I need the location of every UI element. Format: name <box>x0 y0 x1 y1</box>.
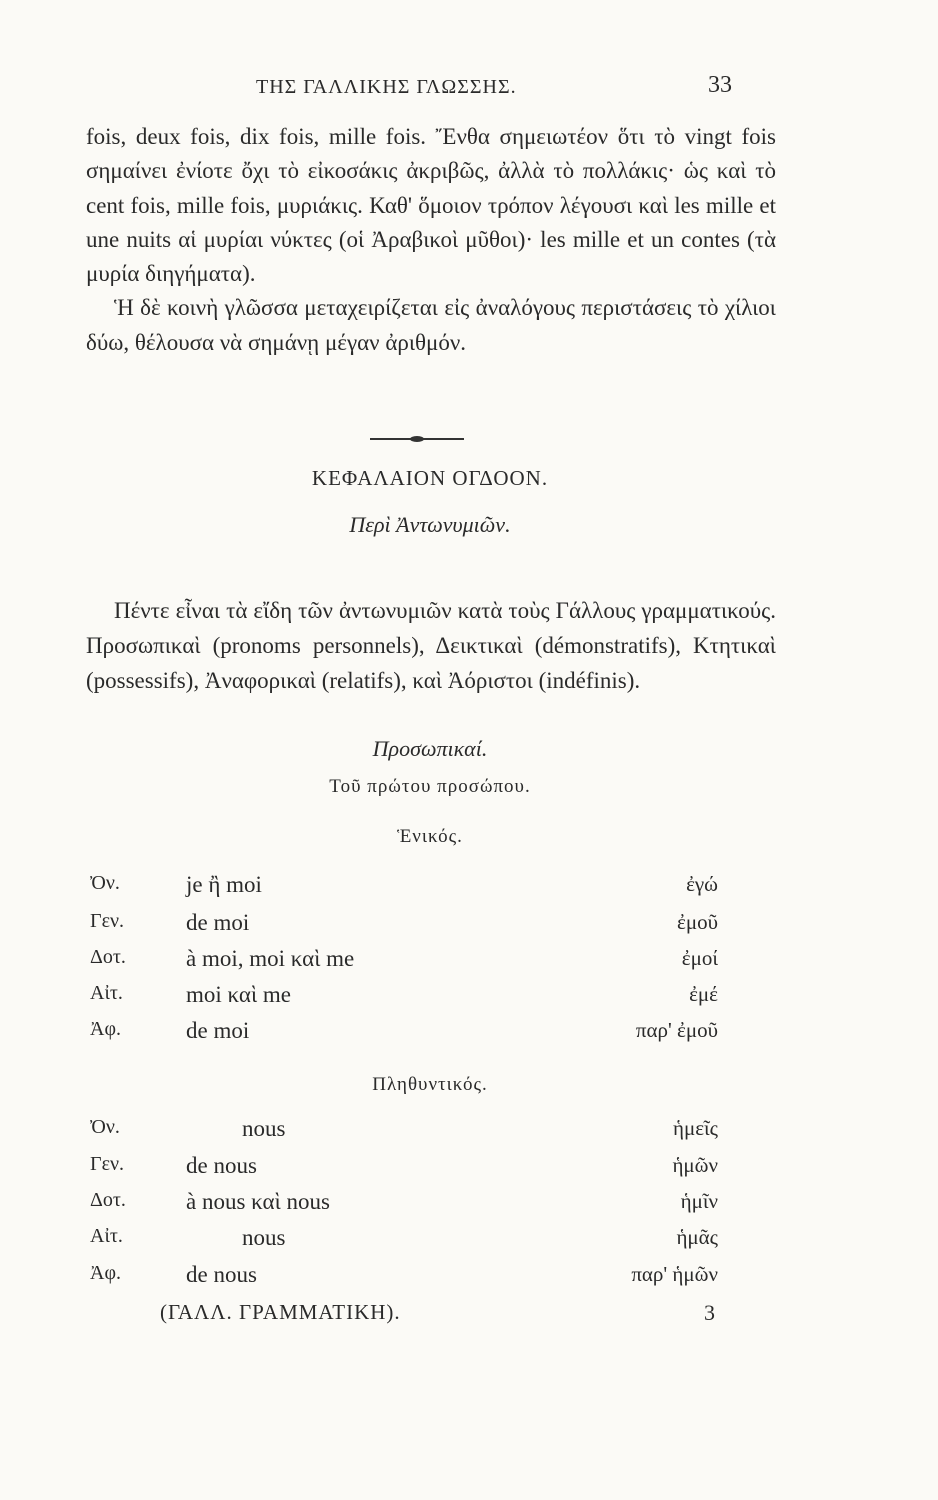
greek-form: παρ' ἐμοῦ <box>635 1018 718 1042</box>
intro-paragraph: fois, deux fois, dix fois, mille fois. Ἔνθα σημειωτέον ὅτι τὸ vingt fois σημαίνει ἐνίοτε ὄχι τὸ εἰκοσάκις ἀκριβῶς, ἀλλὰ τὸ πολλάκις· ὡς καὶ τὸ cent fois, mille fois, μυριάκις. Καθ' ὅμοιον τρόπον λέγουσι καὶ les mille et une nuits αἱ μυρίαι νύκτες (οἱ Ἀραβικοὶ μῦθοι)· les mille et un contes (τὰ μυρία διηγήματα). <box>86 124 776 287</box>
case-label: Γεν. <box>90 1153 125 1175</box>
french-form: de moi <box>186 910 250 935</box>
french-form: de nous <box>186 1153 257 1178</box>
table-row <box>0 1116 938 1150</box>
section-title: Προσωπικαί. <box>372 736 488 761</box>
french-form: nous <box>242 1225 286 1250</box>
french-form: à moi, moi καὶ me <box>186 946 355 971</box>
running-head <box>0 72 938 102</box>
greek-form: ἡμῖν <box>680 1189 718 1213</box>
case-label: Δοτ. <box>90 1189 126 1211</box>
case-label: Αἰτ. <box>90 982 123 1004</box>
table-row <box>0 872 938 906</box>
chapter-title: ΚΕΦΑΛΑΙΟΝ ΟΓΔΟΟΝ. <box>311 466 549 490</box>
table-row <box>0 910 938 944</box>
greek-form: ἡμῶν <box>672 1153 718 1177</box>
running-title: ΤΗΣ ΓΑΛΛΙΚΗΣ ΓΛΩΣΣΗΣ. <box>256 76 517 98</box>
table-row <box>0 1225 938 1259</box>
chapter-subtitle: Περὶ Ἀντωνυμιῶν. <box>349 512 511 537</box>
section-subtitle: Τοῦ πρώτου προσώπου. <box>329 776 531 797</box>
table-row <box>0 946 938 980</box>
french-form: je ἢ moi <box>186 872 262 897</box>
page-footer <box>0 1300 938 1334</box>
intro-text <box>86 120 776 360</box>
french-form: de nous <box>186 1262 257 1287</box>
table-row <box>0 1018 938 1052</box>
table-row <box>0 1189 938 1223</box>
chapter-paragraph: Πέντε εἶναι τὰ εἴδη τῶν ἀντωνυμιῶν κατὰ τοὺς Γάλλους γραμματικούς. Προσωπικαὶ (pronoms personnels), Δεικτικαὶ (démonstratifs), Κτητικαὶ (possessifs), Ἀναφορικαὶ (relatifs), καὶ Ἀόριστοι (indéfinis). <box>86 598 776 693</box>
intro-paragraph-second: Ἡ δὲ κοινὴ γλῶσσα μεταχειρίζεται εἰς ἀναλόγους περιστάσεις τὸ χίλιοι δύω, θέλουσα νὰ σημάνῃ μέγαν ἀριθμόν. <box>86 295 776 355</box>
table-row <box>0 982 938 1016</box>
case-label: Γεν. <box>90 910 125 932</box>
case-label: Δοτ. <box>90 946 126 968</box>
case-label: Ὀν. <box>90 1116 120 1138</box>
table-row <box>0 1262 938 1296</box>
greek-form: ἐμέ <box>689 982 718 1006</box>
greek-form: ἐμοῦ <box>677 910 718 934</box>
case-label: Αἰτ. <box>90 1225 123 1247</box>
greek-form: ἐμοί <box>681 946 718 970</box>
table-row <box>0 1153 938 1187</box>
case-label: Ἀφ. <box>90 1018 121 1040</box>
greek-form: παρ' ἡμῶν <box>631 1262 718 1286</box>
signature-mark: (ΓΑΛΛ. ΓΡΑΜΜΑΤΙΚΗ). <box>160 1300 401 1324</box>
french-form: moi καὶ me <box>186 982 292 1007</box>
french-form: nous <box>242 1116 286 1141</box>
signature-number: 3 <box>704 1300 715 1325</box>
singular-heading: Ἑνικός. <box>397 826 463 847</box>
case-label: Ὀν. <box>90 872 120 894</box>
greek-form: ἡμᾶς <box>676 1225 718 1249</box>
french-form: à nous καὶ nous <box>186 1189 330 1214</box>
ornamental-rule <box>370 438 464 440</box>
french-form: de moi <box>186 1018 250 1043</box>
greek-form: ἐγώ <box>686 872 718 896</box>
page-number: 33 <box>708 72 732 98</box>
case-label: Ἀφ. <box>90 1262 121 1284</box>
greek-form: ἡμεῖς <box>672 1116 718 1140</box>
plural-heading: Πληθυντικός. <box>372 1074 488 1095</box>
